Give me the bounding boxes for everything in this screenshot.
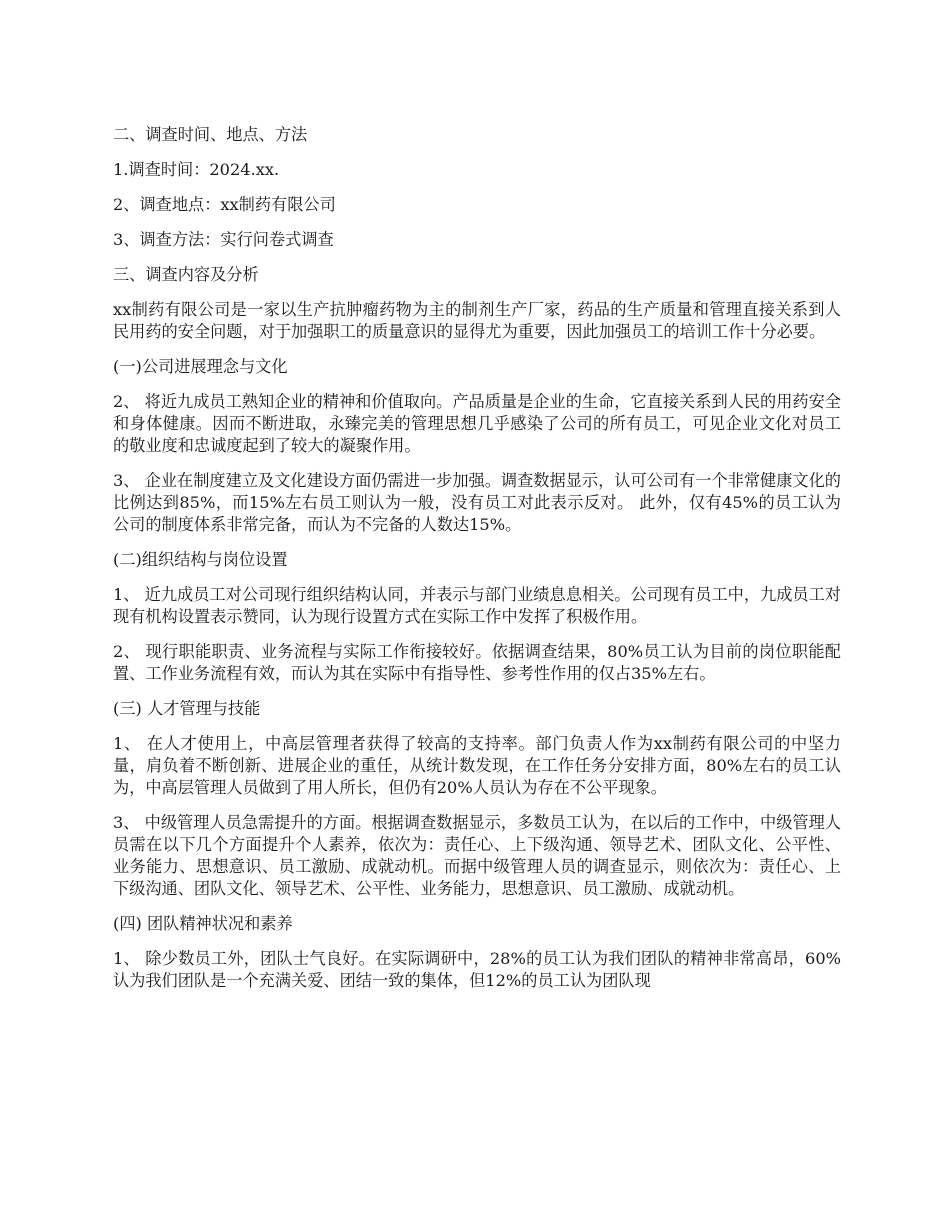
paragraph-company-intro: xx制药有限公司是一家以生产抗肿瘤药物为主的制剂生产厂家，药品的生产质量和管理直接关系到人民用药的安全问题，对于加强职工的质量意识的显得尤为重要，因此加强员工的培训工作十分必要。	[113, 300, 841, 341]
section-heading-content-analysis: 三、调查内容及分析	[113, 265, 259, 284]
paragraph-team-point-1: 1、 除少数员工外，团队士气良好。在实际调研中，28%的员工认为我们团队的精神非常高昂，60%认为我们团队是一个充满关爱、团结一致的集体，但12%的员工认为团队现	[113, 949, 841, 990]
document-body	[113, 124, 841, 1005]
paragraph-culture-point-2: 2、 将近九成员工熟知企业的精神和价值取向。产品质量是企业的生命，它直接关系到人民的用药安全和身体健康。因而不断进取，永臻完美的管理思想几乎感染了公司的所有员工，可见企业文化对员工的敬业度和忠诚度起到了较大的凝聚作用。	[113, 392, 841, 455]
subheading-talent-management: (三) 人才管理与技能	[113, 699, 261, 718]
paragraph-survey-time: 1.调查时间：2024.xx.	[113, 160, 280, 179]
section-heading-survey-time-place-method: 二、调查时间、地点、方法	[113, 125, 308, 144]
paragraph-structure-point-1: 1、 近九成员工对公司现行组织结构认同，并表示与部门业绩息息相关。公司现有员工中，九成员工对现有机构设置表示赞同，认为现行设置方式在实际工作中发挥了积极作用。	[113, 585, 841, 626]
subheading-organization-structure: (二)组织结构与岗位设置	[113, 550, 288, 569]
paragraph-structure-point-2: 2、 现行职能职责、业务流程与实际工作衔接较好。依据调查结果，80%员工认为目前的岗位职能配置、工作业务流程有效，而认为其在实际中有指导性、参考性作用的仅占35%左右。	[113, 642, 841, 683]
paragraph-survey-method: 3、调查方法：实行问卷式调查	[113, 230, 334, 249]
paragraph-survey-location: 2、调查地点：xx制药有限公司	[113, 195, 336, 214]
subheading-philosophy-culture: (一)公司进展理念与文化	[113, 357, 288, 376]
paragraph-talent-point-1: 1、 在人才使用上，中高层管理者获得了较高的支持率。部门负责人作为xx制药有限公司的中坚力量，肩负着不断创新、进展企业的重任，从统计数发现，在工作任务分安排方面，80%左右的员工认为，中高层管理人员做到了用人所长，但仍有20%人员认为存在不公平现象。	[113, 734, 841, 797]
paragraph-culture-point-3: 3、 企业在制度建立及文化建设方面仍需进一步加强。调查数据显示，认可公司有一个非常健康文化的比例达到85%，而15%左右员工则认为一般，没有员工对此表示反对。 此外，仅有45%的员工认为公司的制度体系非常完备，而认为不完备的人数达15%。	[113, 471, 841, 534]
paragraph-talent-point-3: 3、 中级管理人员急需提升的方面。根据调查数据显示，多数员工认为，在以后的工作中，中级管理人员需在以下几个方面提升个人素养，依次为：责任心、上下级沟通、领导艺术、团队文化、公平性、业务能力、思想意识、员工激励、成就动机。而据中级管理人员的调查显示，则依次为：责任心、上下级沟通、团队文化、领导艺术、公平性、业务能力，思想意识、员工激励、成就动机。	[113, 813, 841, 898]
subheading-team-spirit: (四) 团队精神状况和素养	[113, 914, 293, 933]
